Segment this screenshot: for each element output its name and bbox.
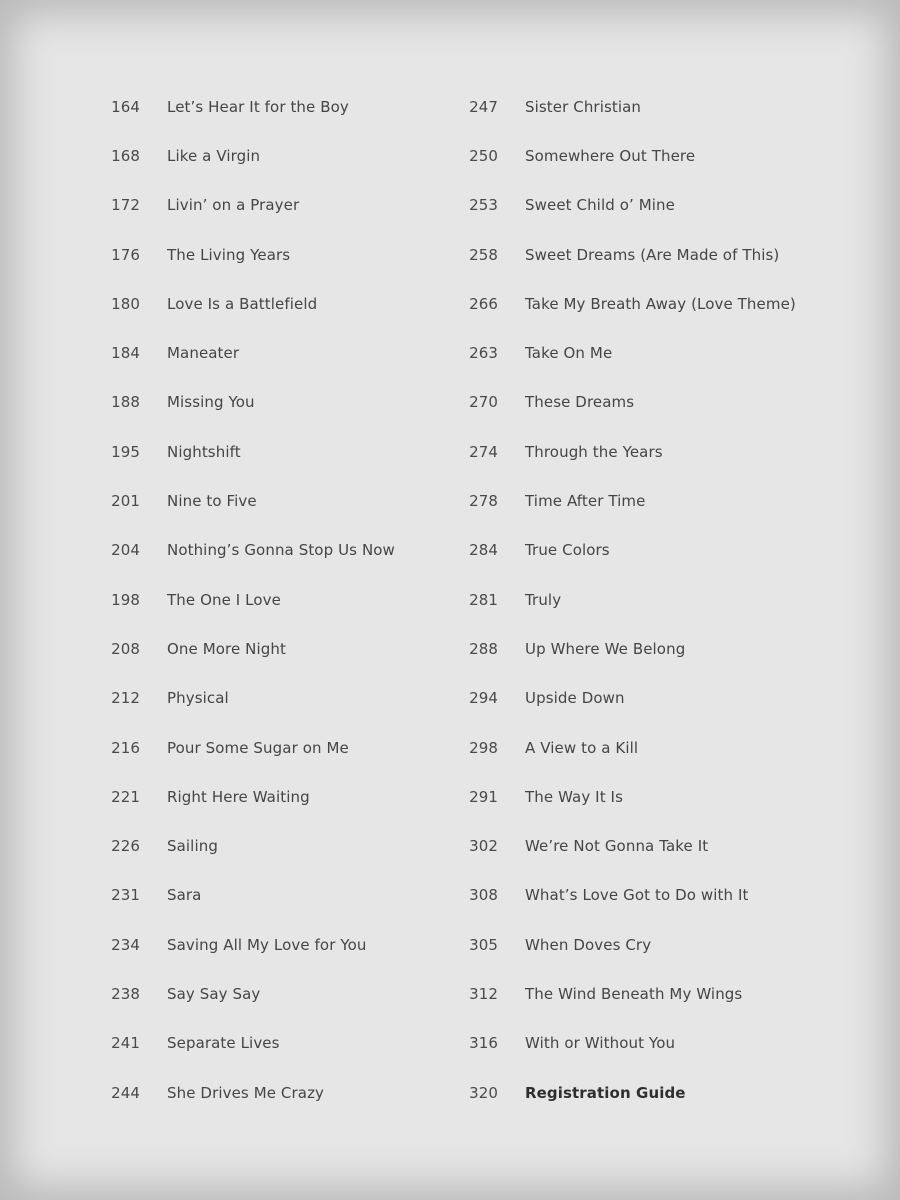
toc-song-title: Love Is a Battlefield — [167, 294, 318, 313]
toc-page-number: 281 — [469, 590, 498, 609]
toc-entry — [458, 279, 838, 328]
toc-page-number: 241 — [111, 1034, 140, 1053]
toc-entry — [100, 723, 460, 772]
toc-entry — [100, 772, 460, 821]
toc-page-number: 216 — [111, 738, 140, 757]
toc-entry — [100, 279, 460, 328]
toc-page-number: 316 — [469, 1034, 498, 1053]
toc-page-number: 284 — [469, 541, 498, 560]
toc-page-number: 168 — [111, 146, 140, 165]
toc-song-title: These Dreams — [525, 393, 635, 412]
toc-entry — [100, 1068, 460, 1117]
toc-entry — [458, 82, 838, 131]
toc-entry — [458, 476, 838, 525]
toc-page-number: 198 — [111, 590, 140, 609]
toc-song-title: Livin’ on a Prayer — [167, 196, 300, 215]
toc-page-number: 221 — [111, 787, 140, 806]
toc-page-number: 184 — [111, 344, 140, 363]
toc-entry — [458, 969, 838, 1018]
toc-page-number: 294 — [469, 689, 498, 708]
toc-entry — [100, 476, 460, 525]
toc-entry — [458, 427, 838, 476]
toc-entry — [458, 821, 838, 870]
toc-entry — [458, 871, 838, 920]
toc-entry — [100, 624, 460, 673]
toc-song-title: Let’s Hear It for the Boy — [167, 97, 349, 116]
toc-page-number: 305 — [469, 935, 498, 954]
toc-song-title: We’re Not Gonna Take It — [525, 837, 709, 856]
toc-song-title: With or Without You — [525, 1034, 676, 1053]
toc-song-title: Missing You — [167, 393, 255, 412]
toc-page-number: 250 — [469, 146, 498, 165]
toc-entry — [100, 969, 460, 1018]
toc-page-number: 308 — [469, 886, 498, 905]
toc-song-title: Sweet Dreams (Are Made of This) — [525, 245, 780, 264]
toc-entry — [100, 230, 460, 279]
toc-page-number: 201 — [111, 492, 140, 511]
toc-entry — [100, 674, 460, 723]
toc-page-number: 195 — [111, 442, 140, 461]
toc-page-number: 204 — [111, 541, 140, 560]
toc-page-number: 274 — [469, 442, 498, 461]
toc-page-number: 288 — [469, 639, 498, 658]
toc-song-title: Time After Time — [525, 492, 646, 511]
toc-page-number: 258 — [469, 245, 498, 264]
toc-page-number: 238 — [111, 984, 140, 1003]
toc-entry — [458, 378, 838, 427]
toc-page-number: 180 — [111, 294, 140, 313]
toc-page-number: 278 — [469, 492, 498, 511]
toc-page-number: 270 — [469, 393, 498, 412]
toc-page-number: 164 — [111, 97, 140, 116]
toc-entry-registration-guide — [458, 1068, 838, 1117]
toc-page-number: 263 — [469, 344, 498, 363]
toc-song-title: The Wind Beneath My Wings — [525, 984, 743, 1003]
toc-entry — [100, 131, 460, 180]
toc-song-title: Sweet Child o’ Mine — [525, 196, 675, 215]
toc-entry — [458, 920, 838, 969]
toc-song-title: Take My Breath Away (Love Theme) — [525, 294, 796, 313]
toc-entry — [458, 131, 838, 180]
toc-entry — [100, 920, 460, 969]
toc-entry — [100, 821, 460, 870]
toc-song-title: The One I Love — [167, 590, 281, 609]
toc-entry — [100, 378, 460, 427]
toc-song-title: One More Night — [167, 639, 286, 658]
toc-song-title: Like a Virgin — [167, 146, 261, 165]
toc-entry — [458, 674, 838, 723]
toc-page-number: 212 — [111, 689, 140, 708]
toc-page-number: 208 — [111, 639, 140, 658]
toc-song-title: Nightshift — [167, 442, 241, 461]
toc-song-title: Pour Some Sugar on Me — [167, 738, 349, 757]
toc-song-title: What’s Love Got to Do with It — [525, 886, 749, 905]
toc-song-title: Maneater — [167, 344, 240, 363]
toc-entry — [458, 723, 838, 772]
toc-page-number: 253 — [469, 196, 498, 215]
toc-entry — [100, 82, 460, 131]
toc-song-title: Sailing — [167, 837, 218, 856]
toc-song-title: Sara — [167, 886, 202, 905]
toc-song-title: Sister Christian — [525, 97, 642, 116]
toc-entry — [100, 526, 460, 575]
toc-song-title: Right Here Waiting — [167, 787, 310, 806]
toc-song-title: She Drives Me Crazy — [167, 1083, 325, 1102]
toc-column-right — [458, 82, 838, 1117]
toc-entry — [458, 1019, 838, 1068]
toc-entry — [458, 772, 838, 821]
toc-song-title: A View to a Kill — [525, 738, 639, 757]
toc-entry — [458, 575, 838, 624]
toc-entry — [458, 328, 838, 377]
toc-section-title: Registration Guide — [525, 1083, 686, 1102]
toc-page-number: 298 — [469, 738, 498, 757]
toc-page-number: 291 — [469, 787, 498, 806]
toc-song-title: Say Say Say — [167, 984, 261, 1003]
toc-column-left — [100, 82, 460, 1117]
toc-page-number: 172 — [111, 196, 140, 215]
toc-song-title: The Way It Is — [525, 787, 623, 806]
toc-page-number: 312 — [469, 984, 498, 1003]
toc-song-title: Take On Me — [525, 344, 613, 363]
toc-song-title: When Doves Cry — [525, 935, 652, 954]
toc-entry — [458, 230, 838, 279]
toc-page-number: 320 — [469, 1083, 498, 1102]
toc-song-title: Through the Years — [525, 442, 663, 461]
toc-entry — [100, 427, 460, 476]
toc-page-number: 234 — [111, 935, 140, 954]
toc-song-title: Nothing’s Gonna Stop Us Now — [167, 541, 395, 560]
toc-song-title: Upside Down — [525, 689, 625, 708]
toc-page-number: 244 — [111, 1083, 140, 1102]
toc-entry — [100, 575, 460, 624]
toc-song-title: Up Where We Belong — [525, 639, 686, 658]
toc-song-title: True Colors — [525, 541, 610, 560]
toc-page-number: 188 — [111, 393, 140, 412]
toc-page-number: 247 — [469, 97, 498, 116]
toc-song-title: Truly — [525, 590, 562, 609]
toc-song-title: Saving All My Love for You — [167, 935, 367, 954]
toc-entry — [458, 526, 838, 575]
toc-entry — [100, 1019, 460, 1068]
toc-song-title: Somewhere Out There — [525, 146, 696, 165]
toc-song-title: Nine to Five — [167, 492, 257, 511]
toc-entry — [458, 181, 838, 230]
toc-song-title: Physical — [167, 689, 229, 708]
toc-song-title: Separate Lives — [167, 1034, 280, 1053]
toc-entry — [458, 624, 838, 673]
toc-entry — [100, 328, 460, 377]
toc-page-number: 266 — [469, 294, 498, 313]
toc-page-number: 302 — [469, 837, 498, 856]
toc-entry — [100, 871, 460, 920]
toc-entry — [100, 181, 460, 230]
toc-page-number: 231 — [111, 886, 140, 905]
toc-page-number: 226 — [111, 837, 140, 856]
toc-page-number: 176 — [111, 245, 140, 264]
toc-song-title: The Living Years — [167, 245, 291, 264]
